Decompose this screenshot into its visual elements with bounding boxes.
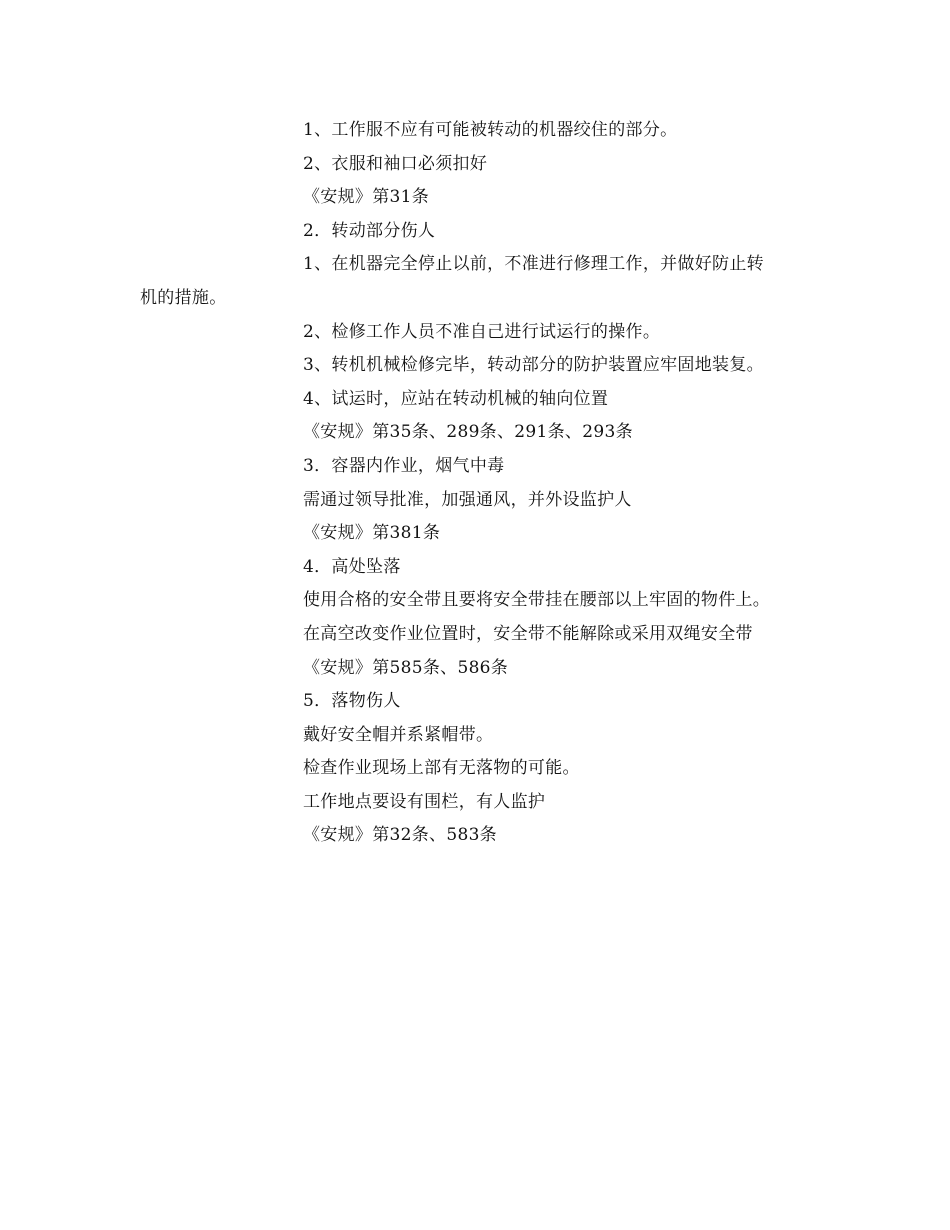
text-line: 2、衣服和袖口必须扣好 <box>303 153 488 174</box>
section-heading: 2．转动部分伤人 <box>303 220 436 241</box>
regulation-reference: 《安规》第381条 <box>303 523 441 544</box>
section-heading: 4．高处坠落 <box>303 556 401 577</box>
text-line: 1、工作服不应有可能被转动的机器绞住的部分。 <box>303 120 678 140</box>
regulation-reference: 《安规》第32条、583条 <box>303 825 497 846</box>
text-line: 检查作业现场上部有无落物的可能。 <box>303 758 580 779</box>
text-line: 戴好安全帽并系紧帽带。 <box>303 724 494 745</box>
text-line: 1、在机器完全停止以前，不准进行修理工作，并做好防止转 <box>303 254 764 275</box>
text-line-continuation: 机的措施。 <box>140 287 227 308</box>
section-heading: 5．落物伤人 <box>303 691 401 712</box>
text-line: 3、转机机械检修完毕，转动部分的防护装置应牢固地装复。 <box>303 355 764 376</box>
section-heading: 3．容器内作业，烟气中毒 <box>303 455 505 476</box>
text-line: 2、检修工作人员不准自己进行试运行的操作。 <box>303 321 661 342</box>
text-line: 在高空改变作业位置时，安全带不能解除或采用双绳安全带 <box>303 623 753 644</box>
text-line: 4、试运时，应站在转动机械的轴向位置 <box>303 388 609 409</box>
regulation-reference: 《安规》第31条 <box>303 187 430 208</box>
text-line: 需通过领导批准，加强通风，并外设监护人 <box>303 489 632 510</box>
text-line: 使用合格的安全带且要将安全带挂在腰部以上牢固的物件上。 <box>303 590 771 611</box>
regulation-reference: 《安规》第585条、586条 <box>303 657 509 678</box>
text-line: 工作地点要设有围栏，有人监护 <box>303 791 546 812</box>
regulation-reference: 《安规》第35条、289条、291条、293条 <box>303 422 633 443</box>
document-body <box>140 114 830 853</box>
